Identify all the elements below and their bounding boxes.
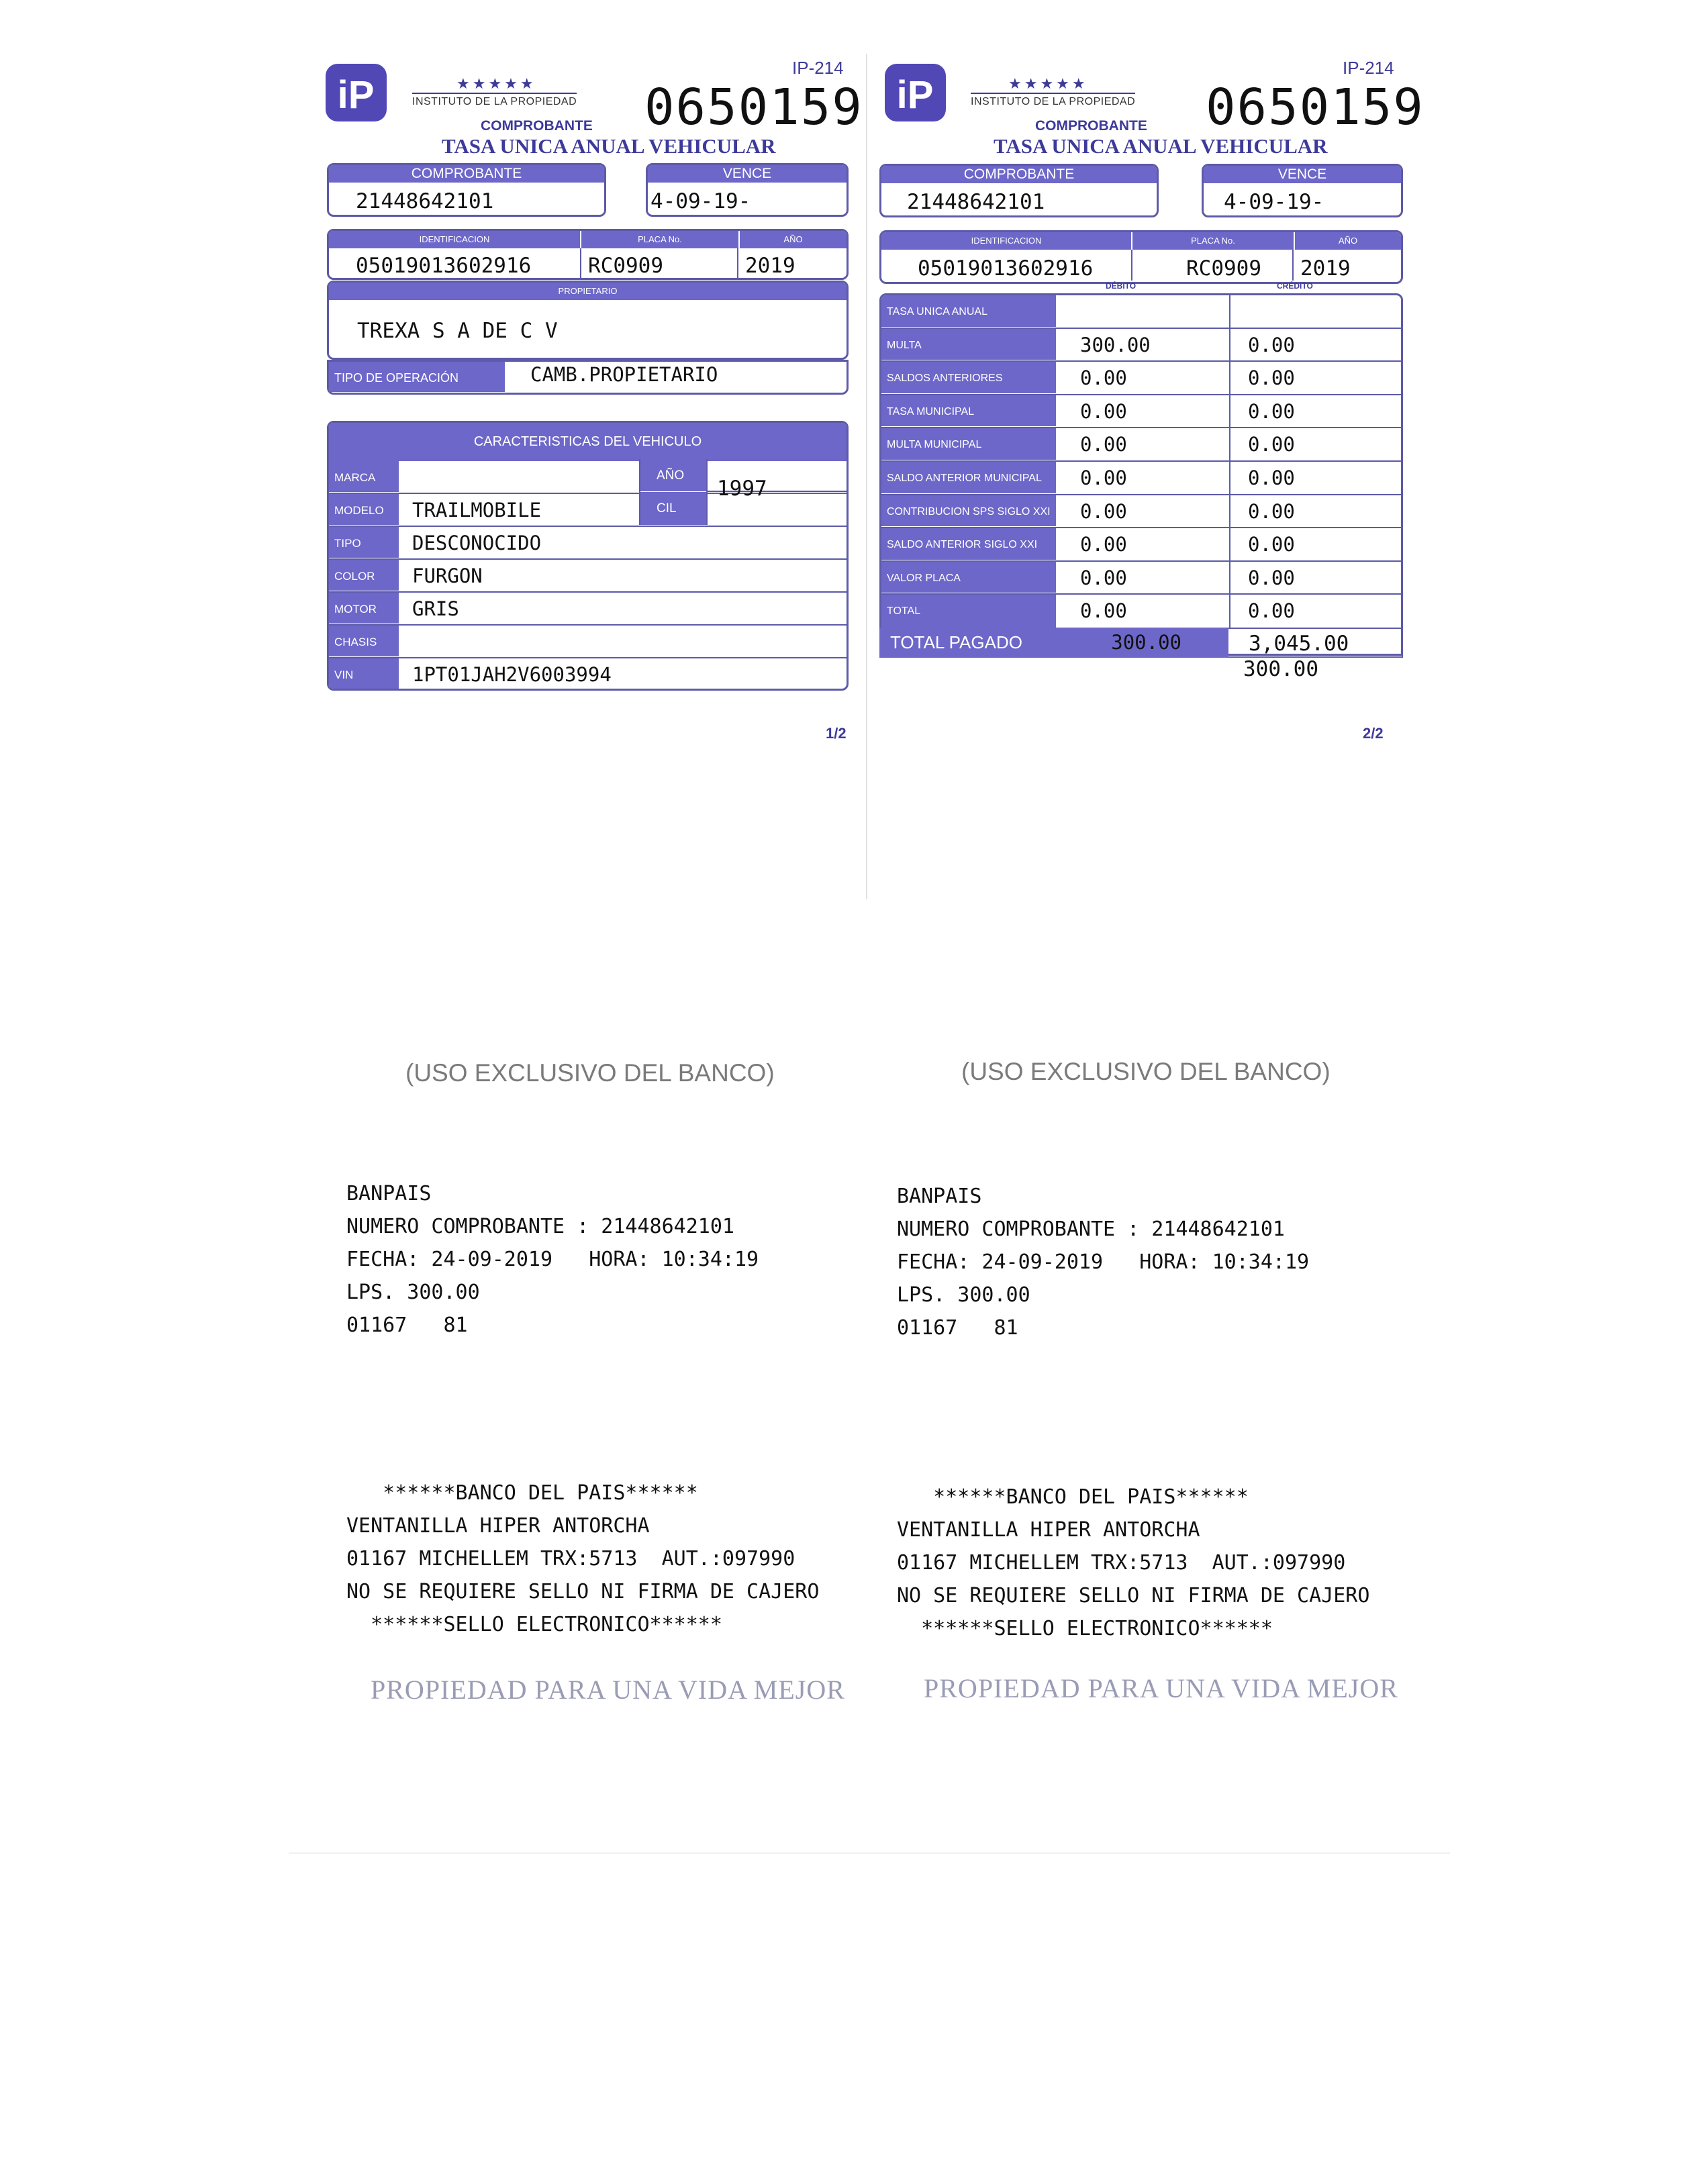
vehicle-year-labels [639, 459, 706, 525]
comprobante-box [327, 163, 606, 217]
vence-value: 4-09-19- [1224, 190, 1324, 214]
vehicle-year-values [706, 459, 847, 525]
charge-label: MULTA MUNICIPAL [881, 428, 1056, 460]
charge-credit: 0.00 [1248, 599, 1295, 623]
identificacion-label: IDENTIFICACION [881, 232, 1131, 250]
charge-label: TASA UNICA ANUAL [881, 295, 1056, 328]
ano-label: AÑO [1294, 232, 1401, 250]
placa-value: RC0909 [1131, 250, 1292, 281]
form-code: IP-214 [792, 58, 844, 78]
placa-value: RC0909 [580, 248, 737, 278]
vence-box [646, 163, 849, 217]
identificacion-box [879, 230, 1403, 284]
charge-label: SALDO ANTERIOR MUNICIPAL [881, 462, 1056, 494]
identificacion-value: 05019013602916 [918, 256, 1094, 281]
vence-label: VENCE [1204, 166, 1401, 183]
vehicle-section-title: CARACTERISTICAS DEL VEHICULO [329, 423, 847, 461]
charge-debit: 0.00 [1056, 595, 1230, 628]
serial-number: 0650159 [644, 79, 863, 136]
vehicle-cil-label: CIL [657, 501, 677, 515]
charge-credit: 0.00 [1248, 466, 1295, 489]
vehicle-row-value: GRIS [412, 597, 459, 620]
charge-credit [1230, 295, 1401, 328]
charge-row [881, 528, 1401, 562]
vehicle-row-value [399, 461, 412, 493]
ano-value: 2019 [1292, 250, 1401, 281]
page-indicator-left: 1/2 [826, 725, 847, 742]
total-pagado-credit: 3,045.00 [1228, 628, 1403, 658]
charge-row [881, 495, 1401, 529]
identificacion-label: IDENTIFICACION [329, 231, 580, 248]
bank-seal-left: ******BANCO DEL PAIS****** VENTANILLA HIPER ANTORCHA 01167 MICHELLEM TRX:5713 AUT.:097990 NO SE REQUIERE SELLO NI FIRMA DE CAJERO ******SELLO ELECTRONICO****** [346, 1481, 820, 1636]
bottom-divider [289, 1852, 1450, 1854]
charge-label: VALOR PLACA [881, 562, 1056, 594]
tipo-operacion-box [327, 360, 849, 395]
charge-debit [1056, 295, 1230, 328]
placa-label: PLACA No. [1131, 232, 1294, 250]
bank-heading-left: (USO EXCLUSIVO DEL BANCO) [405, 1059, 775, 1087]
total-pagado-row [879, 628, 1403, 658]
vehicle-row [329, 658, 847, 691]
comprobante-value: 21448642101 [907, 190, 1045, 214]
vehicle-row-value: 1PT01JAH2V6003994 [412, 663, 612, 686]
charge-label: TOTAL [881, 595, 1056, 628]
ano-label: AÑO [738, 231, 847, 248]
charge-rows [881, 295, 1401, 628]
charge-label: CONTRIBUCION SPS SIGLO XXI [881, 495, 1056, 528]
institution-name: INSTITUTO DE LA PROPIEDAD [971, 93, 1135, 108]
charge-row [881, 595, 1401, 628]
charge-debit: 0.00 [1056, 528, 1230, 560]
charges-table [879, 293, 1403, 656]
vehicle-ano-value: 1997 [717, 477, 767, 501]
vence-box [1202, 164, 1403, 217]
charge-label: SALDOS ANTERIORES [881, 362, 1056, 394]
bank-receipt-left: BANPAIS NUMERO COMPROBANTE : 21448642101 FECHA: 24-09-2019 HORA: 10:34:19 LPS. 300.00 01167 81 [346, 1182, 759, 1337]
logo-text: iP [896, 73, 934, 117]
comprobante-value: 21448642101 [356, 189, 494, 213]
vehicle-row-label: CHASIS [329, 626, 399, 657]
vence-value: 4-09-19- [650, 189, 751, 213]
slogan-right: PROPIEDAD PARA UNA VIDA MEJOR [924, 1673, 1398, 1703]
vehicle-ano-label: AÑO [640, 459, 706, 492]
placa-label: PLACA No. [580, 231, 738, 248]
bank-seal-right: ******BANCO DEL PAIS****** VENTANILLA HIPER ANTORCHA 01167 MICHELLEM TRX:5713 AUT.:097990 NO SE REQUIERE SELLO NI FIRMA DE CAJERO ******SELLO ELECTRONICO****** [897, 1485, 1370, 1640]
vehicle-row-label: MODELO [329, 494, 399, 526]
vehicle-row-label: COLOR [329, 560, 399, 591]
credito-label: CRÉDITO [1277, 281, 1313, 291]
logo-text: iP [337, 73, 375, 117]
vehicle-row [329, 527, 847, 560]
charge-credit: 0.00 [1248, 366, 1295, 390]
vehicle-row-label: MARCA [329, 461, 399, 493]
propietario-value: TREXA S A DE C V [357, 319, 558, 343]
institution-stars: ★★★★★ [1008, 75, 1088, 92]
charge-debit: 0.00 [1056, 428, 1230, 460]
charge-credit: 0.00 [1248, 566, 1295, 589]
vehicle-row-label: VIN [329, 658, 399, 691]
total-pagado-debit: 300.00 [1111, 631, 1181, 654]
charge-label: TASA MUNICIPAL [881, 395, 1056, 428]
debito-label: DÉBITO [1106, 281, 1137, 291]
extra-total: 300.00 [1243, 657, 1318, 681]
comprobante-label: COMPROBANTE [881, 166, 1157, 183]
total-pagado-label: TOTAL PAGADO [890, 632, 1022, 652]
charge-credit: 0.00 [1248, 433, 1295, 456]
charge-debit: 300.00 [1056, 329, 1230, 361]
charge-row [881, 462, 1401, 495]
charge-label: SALDO ANTERIOR SIGLO XXI [881, 528, 1056, 560]
ano-value: 2019 [737, 248, 847, 278]
charge-row [881, 362, 1401, 395]
slogan-left: PROPIEDAD PARA UNA VIDA MEJOR [371, 1675, 845, 1705]
tipo-operacion-value: CAMB.PROPIETARIO [530, 363, 718, 386]
charge-row [881, 295, 1401, 329]
vehicle-row [329, 626, 847, 658]
comprobante-label: COMPROBANTE [329, 165, 604, 183]
comprobante-subtitle: COMPROBANTE [1035, 118, 1147, 134]
ip-logo-icon [883, 62, 947, 123]
charge-debit: 0.00 [1056, 495, 1230, 528]
vehicle-row [329, 593, 847, 626]
charge-debit: 0.00 [1056, 395, 1230, 428]
charge-debit: 0.00 [1056, 362, 1230, 394]
charge-credit: 0.00 [1248, 333, 1295, 356]
institution-name: INSTITUTO DE LA PROPIEDAD [412, 93, 577, 108]
charge-credit: 0.00 [1248, 399, 1295, 423]
vehicle-row-value: FURGON [412, 564, 483, 587]
comprobante-box [879, 164, 1159, 217]
vehicle-row-label: TIPO [329, 527, 399, 558]
charge-credit: 0.00 [1248, 499, 1295, 523]
bank-receipt-right: BANPAIS NUMERO COMPROBANTE : 21448642101 FECHA: 24-09-2019 HORA: 10:34:19 LPS. 300.00 01167 81 [897, 1185, 1310, 1340]
vehicle-row-value [399, 626, 412, 657]
serial-number: 0650159 [1206, 79, 1424, 136]
tipo-operacion-label: TIPO DE OPERACIÓN [329, 362, 505, 393]
page-indicator-right: 2/2 [1363, 725, 1384, 742]
charge-label: MULTA [881, 329, 1056, 361]
charge-row [881, 329, 1401, 362]
document-title: TASA UNICA ANUAL VEHICULAR [994, 134, 1328, 158]
vehicle-row-label: MOTOR [329, 593, 399, 624]
charge-credit: 0.00 [1248, 533, 1295, 556]
vehicle-row-value: TRAILMOBILE [412, 499, 542, 522]
identificacion-box [327, 229, 849, 280]
charge-row [881, 562, 1401, 595]
vehicle-row [329, 560, 847, 593]
document-title: TASA UNICA ANUAL VEHICULAR [442, 134, 776, 158]
bank-heading-right: (USO EXCLUSIVO DEL BANCO) [961, 1058, 1331, 1085]
identificacion-value: 05019013602916 [356, 254, 532, 278]
charge-row [881, 395, 1401, 429]
comprobante-subtitle: COMPROBANTE [481, 118, 593, 134]
propietario-label: PROPIETARIO [329, 283, 847, 300]
total-pagado-cell [879, 628, 1228, 658]
charge-debit: 0.00 [1056, 562, 1230, 594]
slip-divider [866, 54, 867, 899]
charge-debit: 0.00 [1056, 462, 1230, 494]
institution-stars: ★★★★★ [456, 75, 536, 92]
propietario-box [327, 281, 849, 360]
vehicle-row-value: DESCONOCIDO [412, 532, 542, 554]
form-code: IP-214 [1343, 58, 1394, 78]
charge-row [881, 428, 1401, 462]
ip-logo-icon [324, 62, 388, 123]
vence-label: VENCE [648, 165, 847, 183]
